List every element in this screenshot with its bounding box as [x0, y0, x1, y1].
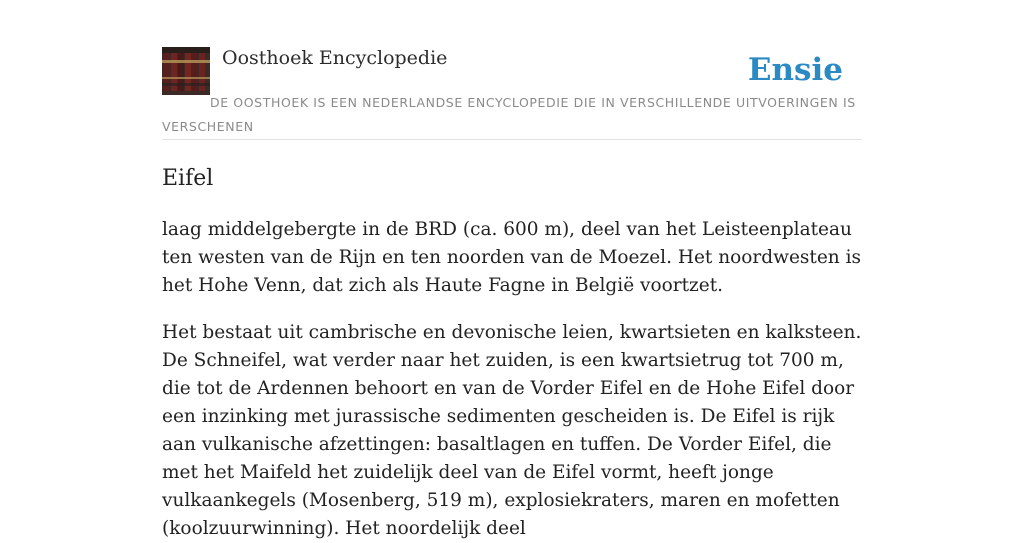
site-header: [162, 46, 862, 140]
avatar[interactable]: [162, 47, 210, 95]
article-paragraph: Het bestaat uit cambrische en devonische leien, kwartsieten en kalksteen. De Schneifel, wat verder naar het zuiden, is een kwartsietrug tot 700 m, die tot de Ardennen behoort en van de Vorder Eifel en de Hohe Eifel door een inzinking met jurassische sedimenten gescheiden is. De Eifel is rijk aan vulkanische afzettingen: basaltlagen en tuffen. De Vorder Eifel, die met het Maifeld het zuidelijk deel van de Eifel vormt, heeft jonge vulkaankegels (Mosenberg, 519 m), explosiekraters, maren en mofetten (koolzuurwinning). Het noordelijk deel: [162, 322, 862, 539]
article-title: Eifel: [162, 166, 214, 191]
site-tagline: DE OOSTHOEK IS EEN NEDERLANDSE ENCYCLOPEDIE DIE IN VERSCHILLENDE UITVOERINGEN IS VERSCHENEN: [162, 95, 856, 134]
encyclopedia-books-icon: [162, 47, 210, 95]
site-name[interactable]: Oosthoek Encyclopedie: [222, 47, 448, 69]
brand-logo[interactable]: Ensie: [747, 52, 843, 88]
article-paragraph: laag middelgebergte in de BRD (ca. 600 m), deel van het Leisteenplateau ten westen van de Rijn en ten noorden van de Moezel. Het noordwesten is het Hohe Venn, dat zich als Haute Fagne in België voortzet.: [162, 219, 861, 296]
